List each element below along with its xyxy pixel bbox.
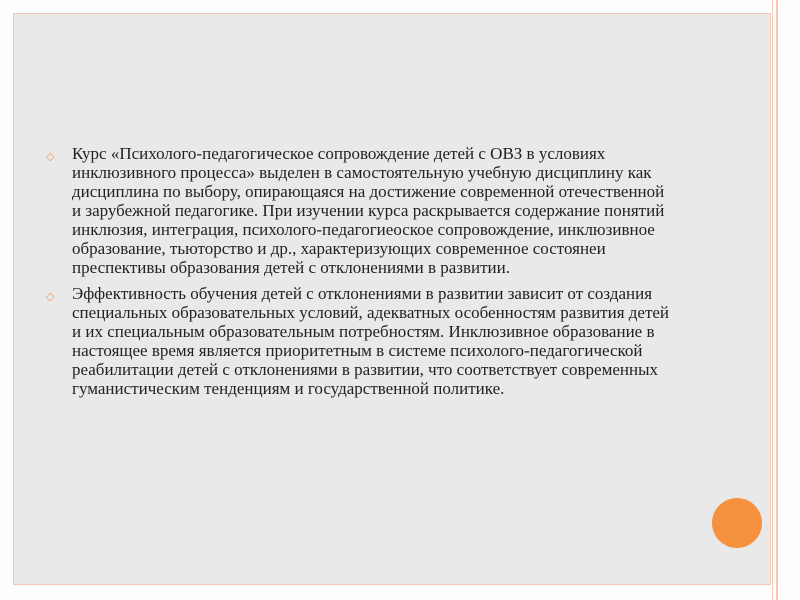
slide-body	[44, 144, 674, 405]
bullet-item	[44, 144, 674, 277]
diamond-bullet-icon: ◇	[46, 290, 55, 303]
diamond-bullet-icon: ◇	[46, 150, 55, 163]
bullet-text: Курс «Психолого-педагогическое сопровождение детей с ОВЗ в условиях инклюзивного процесса» выделен в самостоятельную учебную дисциплину как дисциплина по выбору, опирающаяся на достижение современной отечественной и зарубежной педагогике. При изучении курса раскрывается содержание понятий инклюзия, интеграция, психолого-педагогиеоское сопровождение, инклюзивное образование, тьюторство и др., характеризующих современное состоянеи преспективы образования детей с отклонениями в развитии.	[72, 144, 665, 277]
bullet-text: Эффективность обучения детей с отклонениями в развитии зависит от создания специальных образовательных условий, адекватных особенностям развития детей и их специальным образовательным потребностям. Инклюзивное образование в настоящее время является приоритетным в системе психолого-педагогической реабилитации детей с отклонениями в развитии, что соответствует современных гуманистическим тенденциям и государственной политике.	[72, 284, 670, 398]
decorative-line	[772, 0, 773, 600]
decorative-line	[776, 0, 778, 600]
bullet-item	[44, 284, 674, 398]
orange-circle-decoration	[712, 498, 762, 548]
